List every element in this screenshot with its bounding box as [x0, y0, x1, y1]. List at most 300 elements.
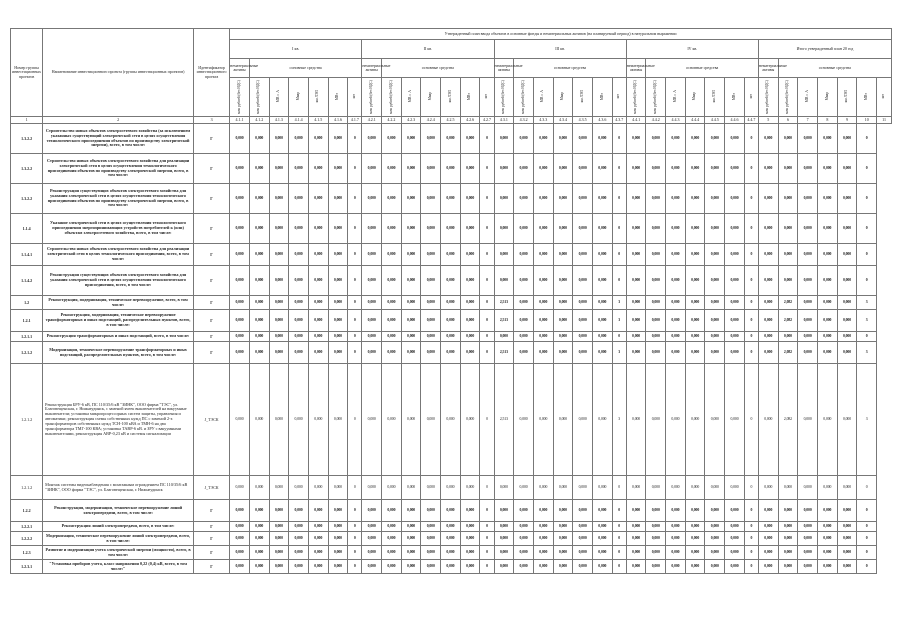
- value-cell: 0,000: [592, 184, 612, 214]
- value-cell: 0: [612, 214, 626, 244]
- value-cell: 0,000: [725, 560, 745, 574]
- row-identifier: Г: [193, 154, 229, 184]
- value-cell: 0,000: [421, 332, 441, 342]
- value-cell: 0,000: [778, 532, 798, 546]
- value-cell: 0: [612, 532, 626, 546]
- value-cell: 0,000: [685, 214, 705, 244]
- unit-header: [348, 78, 362, 117]
- value-cell: 0,000: [362, 296, 382, 310]
- value-cell: 0,000: [533, 532, 553, 546]
- index-cell: 4.4.2: [646, 117, 666, 124]
- row-identifier: Г: [193, 522, 229, 532]
- row-identifier: Г: [193, 296, 229, 310]
- value-cell: 0: [348, 476, 362, 500]
- value-cell: 0,000: [308, 266, 328, 296]
- value-cell: 0,000: [382, 364, 402, 476]
- unit-label: млн рублей (без НДС): [652, 79, 657, 114]
- table-row: [11, 266, 892, 296]
- value-cell: 0,000: [460, 532, 480, 546]
- value-cell: 0,000: [460, 500, 480, 522]
- value-cell: 0,000: [817, 522, 837, 532]
- value-cell: 0,000: [758, 476, 778, 500]
- value-cell: 0,000: [401, 310, 421, 332]
- unit-label: Мвар: [295, 92, 300, 101]
- value-cell: 0: [348, 342, 362, 364]
- value-cell: 0,000: [514, 184, 534, 214]
- value-cell: 0,000: [328, 560, 348, 574]
- value-cell: 0,000: [249, 310, 269, 332]
- value-cell: 0,000: [460, 342, 480, 364]
- value-cell: 0,000: [573, 560, 593, 574]
- value-cell: 2,513: [494, 364, 514, 476]
- value-cell: 0,000: [646, 184, 666, 214]
- value-cell: 3: [612, 310, 626, 332]
- value-cell: 0,000: [328, 342, 348, 364]
- value-cell: 0,000: [328, 532, 348, 546]
- value-cell: 0,000: [494, 560, 514, 574]
- table-row: [11, 214, 892, 244]
- row-name: Строительство новых объектов электросетевого хозяйства (за исключением указанных существующий электрической сети в целях осуществления технологического присоединения объектов по производству электрической энергии), всего, в том числе:: [43, 124, 194, 154]
- value-cell: 0: [480, 546, 494, 560]
- value-cell: 0,000: [626, 332, 646, 342]
- value-cell: 3: [612, 296, 626, 310]
- value-cell: 0,000: [362, 476, 382, 500]
- value-cell: 0,000: [553, 476, 573, 500]
- value-cell: 0,000: [249, 500, 269, 522]
- value-cell: 0,000: [626, 184, 646, 214]
- value-cell: 0,000: [362, 214, 382, 244]
- unit-header: [460, 78, 480, 117]
- value-cell: 0,000: [553, 214, 573, 244]
- value-cell: 0: [612, 184, 626, 214]
- value-cell: 2,513: [494, 342, 514, 364]
- value-cell: 0: [348, 500, 362, 522]
- value-cell: 0,000: [533, 266, 553, 296]
- value-cell: 0,000: [592, 214, 612, 244]
- value-cell: 0,000: [553, 500, 573, 522]
- intangible-header: нематериальные активы: [758, 59, 778, 78]
- value-cell: 0,000: [230, 364, 250, 476]
- value-cell: 0,000: [685, 546, 705, 560]
- row-name: Реконструкция, модернизация, техническое перевооружение, всего, в том числе:: [43, 296, 194, 310]
- value-cell: 0,000: [308, 532, 328, 546]
- value-cell: 0,000: [289, 342, 309, 364]
- unit-label: млн рублей (без НДС): [236, 79, 241, 114]
- value-cell: 0: [744, 124, 758, 154]
- unit-header: [514, 78, 534, 117]
- value-cell: 0,000: [230, 500, 250, 522]
- total-header: Итого утвержденный план 20 год: [758, 40, 891, 59]
- value-cell: 0,000: [269, 310, 289, 332]
- value-cell: 0: [612, 332, 626, 342]
- value-cell: 0,000: [778, 244, 798, 266]
- unit-label: км ЛЭП: [712, 90, 717, 103]
- value-cell: 3: [612, 342, 626, 364]
- value-cell: 0,000: [685, 310, 705, 332]
- row-name: Строительство новых объектов электросетевого хозяйства для реализации электрической сети в целях технологического присоединения, всего, в том числе:: [43, 244, 194, 266]
- value-cell: 0,000: [249, 332, 269, 342]
- value-cell: 0,000: [646, 500, 666, 522]
- value-cell: 0,000: [230, 296, 250, 310]
- value-cell: 0,000: [269, 214, 289, 244]
- table-row: [11, 342, 892, 364]
- value-cell: 0,000: [666, 296, 686, 310]
- unit-header: [533, 78, 553, 117]
- value-cell: 0,000: [362, 532, 382, 546]
- value-cell: 0,000: [758, 244, 778, 266]
- index-cell: 1: [11, 117, 43, 124]
- unit-label: МВ×А: [276, 90, 281, 103]
- value-cell: 0,000: [230, 532, 250, 546]
- value-cell: 0,000: [646, 560, 666, 574]
- value-cell: 0: [348, 332, 362, 342]
- value-cell: 0,000: [460, 546, 480, 560]
- value-cell: 0,000: [685, 522, 705, 532]
- value-cell: 0: [744, 310, 758, 332]
- value-cell: 0,000: [289, 546, 309, 560]
- value-cell: 0,000: [289, 310, 309, 332]
- row-name: Реконструкция существующих объектов электросетевого хозяйства для указания электрической сети в целях осуществления технологического присоединения объектов по производству электрической энергии, всего, в том числе:: [43, 184, 194, 214]
- value-cell: 0: [480, 154, 494, 184]
- index-cell: 4.2.4: [421, 117, 441, 124]
- value-cell: 0,000: [592, 296, 612, 310]
- value-cell: 0,000: [401, 522, 421, 532]
- value-cell: 0,000: [817, 310, 837, 332]
- value-cell: 0,000: [362, 332, 382, 342]
- table-row: [11, 532, 892, 546]
- value-cell: 0,000: [308, 500, 328, 522]
- value-cell: 0,000: [705, 244, 725, 266]
- value-cell: 0,000: [460, 364, 480, 476]
- value-cell: 0,000: [308, 214, 328, 244]
- value-cell: 0,000: [269, 332, 289, 342]
- value-cell: 0,000: [514, 560, 534, 574]
- value-cell: 0,000: [626, 342, 646, 364]
- value-cell: 0,000: [382, 522, 402, 532]
- value-cell: 0: [857, 214, 877, 244]
- value-cell: 0: [480, 364, 494, 476]
- row-code: 1.2.1.2: [11, 342, 43, 364]
- value-cell: 0,000: [573, 184, 593, 214]
- value-cell: 0,000: [666, 266, 686, 296]
- index-cell: 4.1.1: [230, 117, 250, 124]
- value-cell: 0: [744, 214, 758, 244]
- row-name: "Установка приборов учета, класс напряжения 0,22 (0,4) кВ, всего, в том числе:": [43, 560, 194, 574]
- value-cell: 0,000: [837, 124, 857, 154]
- value-cell: 0: [612, 500, 626, 522]
- value-cell: 0,000: [837, 532, 857, 546]
- value-cell: 0,000: [421, 154, 441, 184]
- value-cell: 0,000: [817, 342, 837, 364]
- unit-label: млн рублей (без НДС): [388, 79, 393, 114]
- value-cell: 0,000: [362, 244, 382, 266]
- unit-header: [401, 78, 421, 117]
- value-cell: 0,000: [626, 560, 646, 574]
- value-cell: 0,000: [230, 214, 250, 244]
- value-cell: 0,000: [362, 342, 382, 364]
- value-cell: 0,000: [362, 154, 382, 184]
- value-cell: 0,000: [421, 500, 441, 522]
- row-code: 1.2.1.2: [11, 364, 43, 476]
- value-cell: 0: [744, 342, 758, 364]
- table-row: [11, 184, 892, 214]
- value-cell: 0: [744, 500, 758, 522]
- value-cell: 0,000: [705, 522, 725, 532]
- value-cell: 0,000: [573, 532, 593, 546]
- unit-label: МВ×А: [804, 90, 809, 103]
- unit-label: Мвар: [560, 92, 565, 101]
- value-cell: 0: [612, 154, 626, 184]
- value-cell: 0,000: [382, 546, 402, 560]
- row-name: Монтаж системы видеонаблюдения с монтажным ограждением ПС 110/35/6 кВ "ЗИНК", ООО фирма "ТЭС", ул. Благовещенская, г. Нижнеудинск: [43, 476, 194, 500]
- value-cell: 0,000: [249, 342, 269, 364]
- investment-plan-table: [10, 28, 892, 574]
- value-cell: 0,000: [778, 332, 798, 342]
- value-cell: 0,000: [269, 266, 289, 296]
- value-cell: 0,000: [249, 124, 269, 154]
- table-row: [11, 476, 892, 500]
- row-code: 1.2.3: [11, 546, 43, 560]
- value-cell: 0,000: [249, 560, 269, 574]
- value-cell: 0,000: [362, 124, 382, 154]
- value-cell: 0,000: [725, 476, 745, 500]
- value-cell: 0,000: [269, 244, 289, 266]
- row-name: Модернизация, техническое перевооружение трансформаторных и иных подстанций, распределительных пунктов, всего, в том числе:: [43, 342, 194, 364]
- row-code: 1.3.2.2: [11, 184, 43, 214]
- value-cell: 0: [480, 560, 494, 574]
- value-cell: 0,000: [626, 522, 646, 532]
- index-cell: 4.1.5: [308, 117, 328, 124]
- value-cell: 0,000: [441, 532, 461, 546]
- value-cell: 0: [857, 546, 877, 560]
- value-cell: 0,000: [837, 560, 857, 574]
- value-cell: 0,000: [269, 546, 289, 560]
- value-cell: 0,000: [817, 546, 837, 560]
- value-cell: 0,000: [230, 332, 250, 342]
- value-cell: 0,000: [685, 184, 705, 214]
- value-cell: 3: [612, 364, 626, 476]
- value-cell: 0,000: [685, 124, 705, 154]
- investment-plan-sheet: [10, 28, 892, 574]
- value-cell: 0,000: [646, 214, 666, 244]
- value-cell: 0,000: [533, 310, 553, 332]
- unit-label: км ЛЭП: [579, 90, 584, 103]
- value-cell: 0,000: [592, 476, 612, 500]
- value-cell: 0,000: [328, 332, 348, 342]
- index-cell: 4.1.3: [269, 117, 289, 124]
- index-cell: 4.3.4: [553, 117, 573, 124]
- value-cell: 0,000: [573, 332, 593, 342]
- value-cell: 0,000: [308, 560, 328, 574]
- value-cell: 0,000: [401, 342, 421, 364]
- unit-label: млн рублей (без НДС): [765, 79, 770, 114]
- fixed-assets-header: основные средства: [778, 59, 891, 78]
- value-cell: 0,000: [460, 266, 480, 296]
- value-cell: 0,000: [666, 364, 686, 476]
- value-cell: 0,000: [553, 296, 573, 310]
- value-cell: 0,000: [837, 244, 857, 266]
- value-cell: 0,000: [666, 214, 686, 244]
- value-cell: 0,000: [441, 214, 461, 244]
- unit-label: МВт: [863, 92, 868, 101]
- value-cell: 0,000: [837, 310, 857, 332]
- value-cell: 0,000: [592, 532, 612, 546]
- value-cell: 0,000: [626, 546, 646, 560]
- unit-header: [798, 78, 818, 117]
- value-cell: 2,082: [778, 310, 798, 332]
- value-cell: 0,000: [494, 476, 514, 500]
- value-cell: 0,000: [382, 244, 402, 266]
- value-cell: 0,000: [626, 532, 646, 546]
- index-cell: 11: [877, 117, 892, 124]
- value-cell: 0,000: [249, 546, 269, 560]
- value-cell: 0: [348, 296, 362, 310]
- value-cell: 0,000: [382, 310, 402, 332]
- unit-header: [837, 78, 857, 117]
- value-cell: 0,000: [817, 124, 837, 154]
- value-cell: 0,000: [685, 476, 705, 500]
- table-row: [11, 124, 892, 154]
- value-cell: 0,000: [592, 154, 612, 184]
- value-cell: 2,513: [494, 310, 514, 332]
- row-code: 1.2.1.2: [11, 476, 43, 500]
- value-cell: 0,000: [798, 310, 818, 332]
- value-cell: 0,000: [460, 560, 480, 574]
- value-cell: 0,000: [308, 364, 328, 476]
- unit-label: МВт: [335, 92, 340, 101]
- value-cell: 0,000: [289, 296, 309, 310]
- row-name: Развитие и модернизация учета электрической энергии (мощности), всего, в том числе:: [43, 546, 194, 560]
- value-cell: 0,000: [646, 522, 666, 532]
- unit-label: Мвар: [427, 92, 432, 101]
- value-cell: 0,000: [494, 184, 514, 214]
- table-row: [11, 500, 892, 522]
- value-cell: 0,000: [705, 154, 725, 184]
- value-cell: 0,000: [592, 546, 612, 560]
- row-code: 1.2.3.1: [11, 560, 43, 574]
- value-cell: 0,000: [626, 244, 646, 266]
- value-cell: 0,000: [249, 154, 269, 184]
- value-cell: 0,000: [460, 184, 480, 214]
- value-cell: 2,082: [778, 342, 798, 364]
- value-cell: 0,000: [573, 500, 593, 522]
- value-cell: 0,000: [685, 332, 705, 342]
- value-cell: 0: [857, 244, 877, 266]
- value-cell: 0,000: [421, 124, 441, 154]
- value-cell: 0,000: [666, 560, 686, 574]
- value-cell: 0,000: [269, 296, 289, 310]
- value-cell: 0,000: [382, 332, 402, 342]
- value-cell: 0,000: [573, 266, 593, 296]
- value-cell: 0,000: [230, 244, 250, 266]
- row-name: Указание электрической сети в целях осуществления технологического присоединения энергопринимающих устройств потребителей к (или) объектам электросетевого хозяйства, всего, в том числе:: [43, 214, 194, 244]
- unit-label: млн рублей (без НДС): [520, 79, 525, 114]
- index-cell: 4.3.2: [514, 117, 534, 124]
- value-cell: 0: [348, 214, 362, 244]
- value-cell: 0,000: [441, 244, 461, 266]
- row-name: Строительство новых объектов электросетевого хозяйства для реализации электрической сети в целях осуществления технологического присоединения объектов по производству электрической энергии, всего, в том числе:: [43, 154, 194, 184]
- value-cell: 0,000: [646, 296, 666, 310]
- value-cell: 0,000: [514, 154, 534, 184]
- value-cell: 0,000: [249, 214, 269, 244]
- value-cell: 0,000: [758, 154, 778, 184]
- value-cell: 0,000: [626, 154, 646, 184]
- value-cell: 0,000: [798, 332, 818, 342]
- value-cell: 0,000: [666, 184, 686, 214]
- unit-header: [308, 78, 328, 117]
- value-cell: 0,000: [705, 342, 725, 364]
- index-cell: 2: [43, 117, 194, 124]
- quarter-header: I кв.: [230, 40, 362, 59]
- table-row: [11, 154, 892, 184]
- unit-header: [758, 78, 778, 117]
- value-cell: 0,000: [666, 546, 686, 560]
- value-cell: 0,000: [758, 184, 778, 214]
- value-cell: 0,000: [592, 522, 612, 532]
- value-cell: 0,000: [725, 532, 745, 546]
- value-cell: 0,000: [289, 266, 309, 296]
- value-cell: 0,000: [328, 310, 348, 332]
- intangible-header: нематериальные активы: [362, 59, 382, 78]
- value-cell: 0,000: [837, 364, 857, 476]
- value-cell: 0,000: [328, 296, 348, 310]
- value-cell: 0,000: [441, 546, 461, 560]
- value-cell: 0,000: [758, 124, 778, 154]
- value-cell: 0,000: [460, 332, 480, 342]
- value-cell: 0,000: [798, 296, 818, 310]
- value-cell: 0,000: [705, 476, 725, 500]
- value-cell: 0,000: [514, 124, 534, 154]
- value-cell: 0,000: [514, 532, 534, 546]
- value-cell: 0,000: [441, 296, 461, 310]
- value-cell: 0,000: [685, 266, 705, 296]
- value-cell: 0,000: [553, 154, 573, 184]
- value-cell: 0: [480, 332, 494, 342]
- value-cell: 0,000: [837, 214, 857, 244]
- value-cell: 0,000: [646, 266, 666, 296]
- value-cell: 0,000: [778, 266, 798, 296]
- value-cell: 0,000: [494, 500, 514, 522]
- value-cell: 0,000: [421, 214, 441, 244]
- row-identifier: Г: [193, 184, 229, 214]
- value-cell: 0,000: [230, 560, 250, 574]
- value-cell: 0,000: [758, 342, 778, 364]
- unit-header: [328, 78, 348, 117]
- value-cell: 0,000: [460, 124, 480, 154]
- value-cell: 0,000: [553, 522, 573, 532]
- value-cell: 0,000: [837, 154, 857, 184]
- value-cell: 0,000: [817, 244, 837, 266]
- intangible-header: нематериальные активы: [626, 59, 646, 78]
- value-cell: 0: [857, 124, 877, 154]
- value-cell: 0,000: [758, 500, 778, 522]
- value-cell: 0,000: [328, 266, 348, 296]
- value-cell: 0,000: [269, 124, 289, 154]
- value-cell: 0,000: [308, 154, 328, 184]
- row-code: 1.3.2.2: [11, 154, 43, 184]
- unit-label: Мвар: [824, 92, 829, 101]
- row-identifier: Г: [193, 124, 229, 154]
- unit-header: [553, 78, 573, 117]
- row-identifier: Г: [193, 214, 229, 244]
- value-cell: 0,000: [230, 522, 250, 532]
- value-cell: 0,000: [666, 500, 686, 522]
- value-cell: 0,000: [705, 532, 725, 546]
- value-cell: 0,000: [553, 266, 573, 296]
- value-cell: 0: [612, 124, 626, 154]
- value-cell: 0,000: [705, 560, 725, 574]
- value-cell: 0,000: [837, 296, 857, 310]
